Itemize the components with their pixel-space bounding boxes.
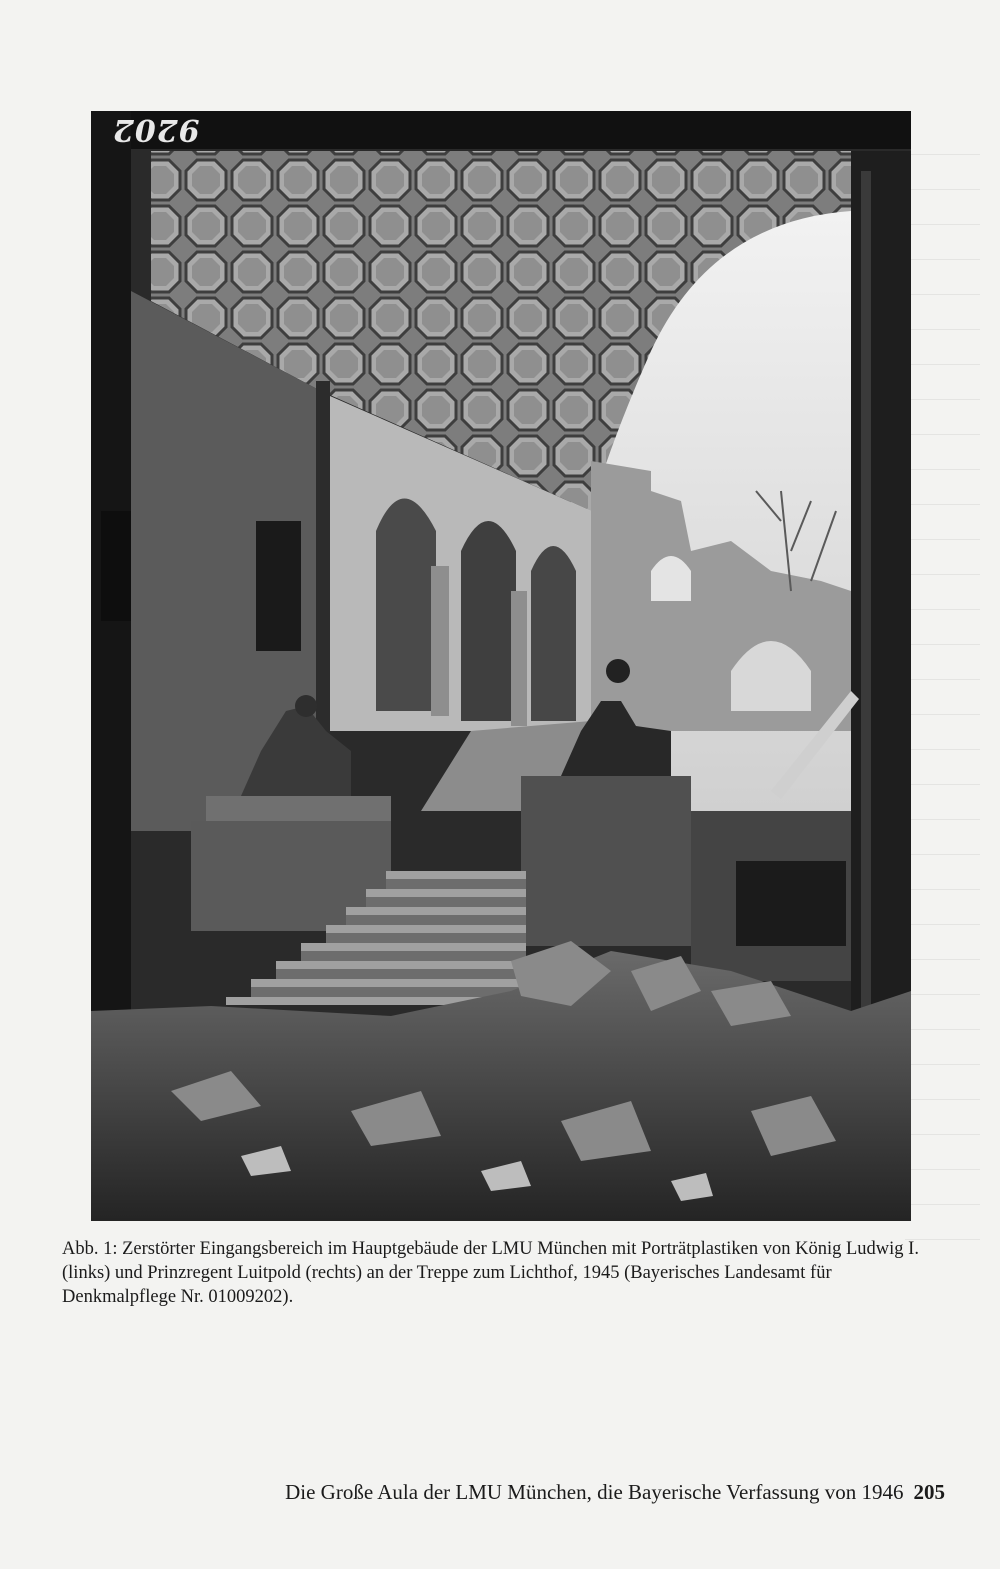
page-footer: [240, 1480, 945, 1505]
figure-caption: Abb. 1: Zerstörter Eingangsbereich im Hauptgebäude der LMU München mit Porträtplastiken von König Ludwig I. (links) und Prinzregent Luitpold (rechts) an der Treppe zum Lichthof, 1945 (Bayerisches Landesamt für Denkmalpflege Nr. 01009202).: [62, 1239, 919, 1307]
ruined-hall-image: [91, 111, 911, 1221]
archive-number: 9202: [112, 112, 200, 147]
bleed-through-text: [905, 120, 1000, 1240]
historical-photograph: [91, 111, 911, 1221]
running-title: Die Große Aula der LMU München, die Bayerische Verfassung von 1946: [285, 1480, 904, 1504]
page-number: 205: [913, 1480, 945, 1504]
